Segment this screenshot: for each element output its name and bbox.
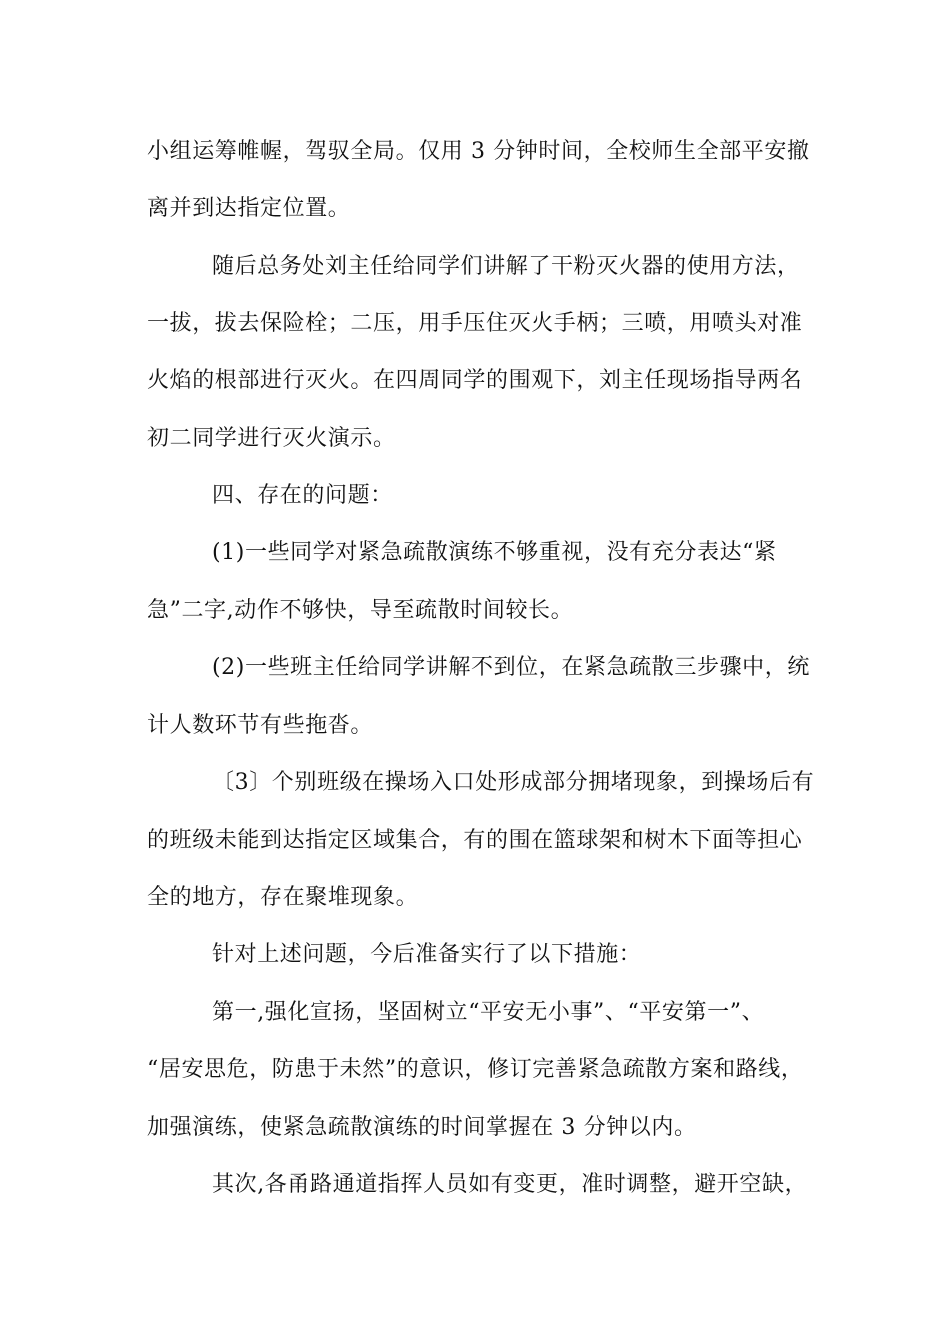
text-line: (1)一些同学对紧急疏散演练不够重视，没有充分表达“紧: [212, 540, 777, 565]
text-line: 火焰的根部进行灭火。在四周同学的围观下，刘主任现场指导两名: [147, 368, 803, 393]
text-line: 全的地方，存在聚堆现象。: [147, 885, 419, 910]
text-line: (2)一些班主任给同学讲解不到位，在紧急疏散三步骤中，统: [212, 655, 810, 680]
text-line: 一拔，拔去保险栓；二压，用手压住灭火手柄；三喷，用喷头对准: [147, 311, 803, 336]
text-line: 〔3〕个别班级在操场入口处形成部分拥堵现象，到操场后有: [212, 770, 815, 795]
text-line: 其次,各甬路通道指挥人员如有变更，准时调整，避开空缺，: [212, 1172, 808, 1197]
text-line: 的班级未能到达指定区域集合，有的围在篮球架和树木下面等担心: [147, 828, 803, 853]
text-line: 小组运筹帷幄，驾驭全局。仅用 3 分钟时间，全校师生全部平安撤: [147, 139, 810, 164]
section-heading: 四、存在的问题：: [212, 483, 393, 508]
text-line: 随后总务处刘主任给同学们讲解了干粉灭火器的使用方法，: [212, 254, 800, 279]
text-line: “居安思危，防患于未然”的意识，修订完善紧急疏散方案和路线，: [147, 1057, 804, 1082]
text-line: 急”二字,动作不够快，导至疏散时间较长。: [147, 598, 574, 623]
text-line: 初二同学进行灭火演示。: [147, 426, 396, 451]
text-line: 针对上述问题，今后准备实行了以下措施：: [212, 942, 642, 967]
text-line: 离并到达指定位置。: [147, 196, 351, 221]
text-line: 第一,强化宣扬，坚固树立“平安无小事”、“平安第一”、: [212, 1000, 765, 1025]
text-line: 计人数环节有些拖沓。: [147, 713, 374, 738]
text-line: 加强演练，使紧急疏散演练的时间掌握在 3 分钟以内。: [147, 1115, 697, 1140]
